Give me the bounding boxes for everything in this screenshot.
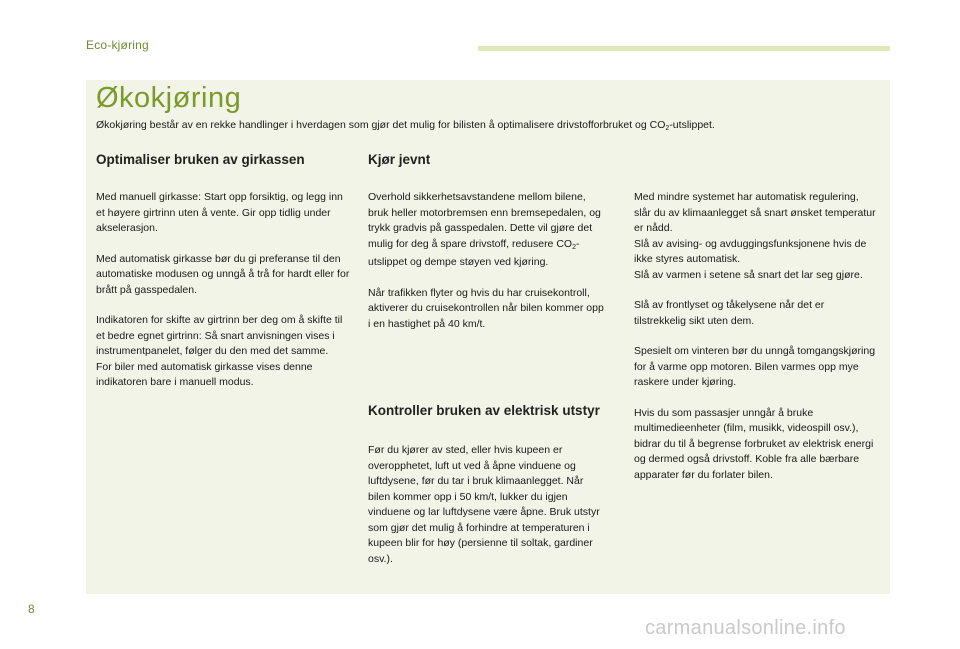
col3-body bbox=[634, 190, 878, 483]
col1-paragraph-1: Med manuell girkasse: Start opp forsiktig, og legg inn et høyere girtrinn uten å vente. Gir opp tidlig under akselerasjon. bbox=[96, 191, 343, 234]
col3-paragraph-1a: Med mindre systemet har automatisk regulering, slår du av klimaanlegget så snart ønsket temperatur er nådd. bbox=[634, 191, 876, 234]
col2-heading: Kjør jevnt bbox=[368, 152, 431, 167]
col2-p1-after: -utslippet og dempe støyen ved kjøring. bbox=[368, 237, 580, 268]
page-title: Økokjøring bbox=[96, 82, 242, 114]
col3-paragraph-3: Spesielt om vinteren bør du unngå tomgangskjøring for å varme opp motoren. Bilen varmes opp mye raskere under kjøring. bbox=[634, 345, 876, 388]
col2-paragraph-3: Før du kjører av sted, eller hvis kupeen er overopphetet, luft ut ved å åpne vinduene og luftdysene, før du tar i bruk klimaanlegget. Når bilen kommer opp i 50 km/t, lukker du igjen vinduene og lar luftdysene være åpne. Bruk utstyr som gjør det mulig å forhindre at temperaturen i kupeen blir for høy (persienne til soltak, gardiner osv.). bbox=[368, 444, 600, 565]
col2-paragraph-2: Når trafikken flyter og hvis du har cruisekontroll, aktiverer du cruisekontrollen når bilen kommer opp i en hastighet på 40 km/t. bbox=[368, 286, 604, 330]
col1-paragraph-3b: For biler med automatisk girkasse vises denne indikatoren bare i manuell modus. bbox=[96, 360, 313, 388]
col3-paragraph-1b: Slå av avising- og avduggingsfunksjonene hvis de ikke styres automatisk. bbox=[634, 237, 867, 265]
col1-body bbox=[96, 190, 352, 391]
col2-body bbox=[368, 190, 608, 332]
intro-subscript: 2 bbox=[665, 125, 670, 132]
page-number: 8 bbox=[28, 602, 35, 616]
col1-paragraph-3a: Indikatoren for skifte av girtrinn ber deg om å skifte til et bedre egnet girtrinn: Så snart anvisningen vises i instrumentpanelet, følger du den med det samme. bbox=[96, 314, 343, 357]
header-rule bbox=[478, 46, 890, 51]
col2-p1-subscript: 2 bbox=[572, 243, 576, 251]
section-label: Eco-kjøring bbox=[86, 38, 149, 52]
col3-paragraph-4: Hvis du som passasjer unngår å bruke multimedieenheter (film, musikk, videospill osv.), bidrar du til å begrense forbruket av elektrisk energi og dermed også drivstoff. Koble fra alle bærbare apparater før du forlater bilen. bbox=[634, 406, 874, 481]
intro-paragraph bbox=[96, 118, 876, 136]
col3-paragraph-2: Slå av frontlyset og tåkelysene når det er tilstrekkelig sikt uten dem. bbox=[634, 299, 825, 327]
col2-p1-before: Overhold sikkerhetsavstandene mellom bilene, bruk heller motorbremsen enn bremsepedalen, og trykk gradvis på gasspedalen. Dette vil gjøre det mulig for deg å spare drivstoff, redusere CO bbox=[368, 191, 601, 250]
col2-heading-2: Kontroller bruken av elektrisk utstyr bbox=[368, 403, 600, 418]
intro-text-before: Økokjøring består av en rekke handlinger i hverdagen som gjør det mulig for bilisten å optimalisere drivstofforbruket og CO bbox=[96, 119, 666, 131]
watermark: carmanualsonline.info bbox=[645, 617, 846, 639]
intro-text-after: -utslippet. bbox=[669, 119, 715, 131]
col3-paragraph-1c: Slå av varmen i setene så snart det lar seg gjøre. bbox=[634, 268, 863, 281]
col1-heading: Optimaliser bruken av girkassen bbox=[96, 152, 305, 167]
col2-paragraph-1 bbox=[368, 190, 608, 271]
col2-body-2 bbox=[368, 443, 608, 567]
col1-paragraph-2: Med automatisk girkasse bør du gi preferanse til den automatiske modusen og unngå å trå for hardt eller for brått på gasspedalen. bbox=[96, 252, 350, 296]
